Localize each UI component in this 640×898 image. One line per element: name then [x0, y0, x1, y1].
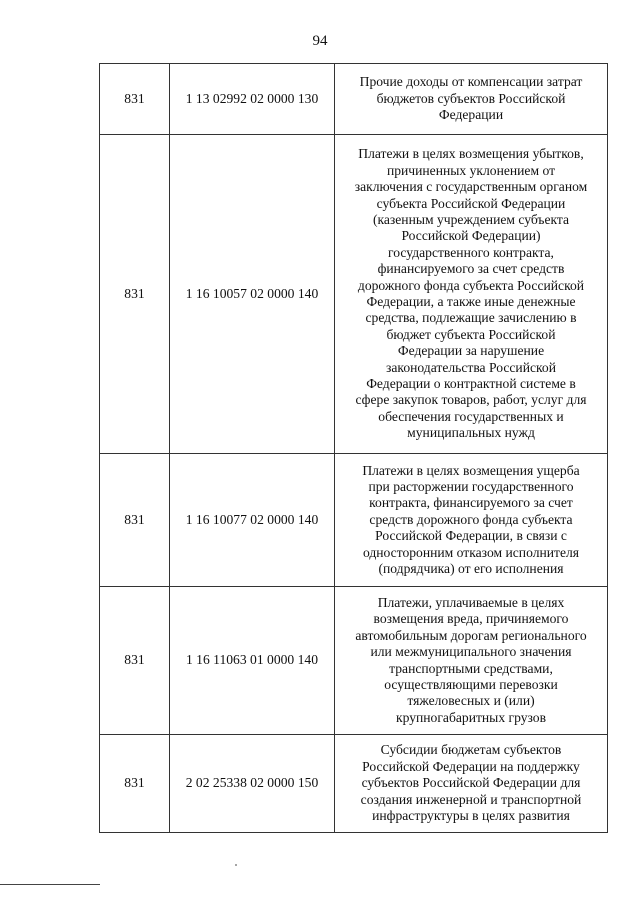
- admin-code-cell: 831: [100, 735, 170, 833]
- page-number: 94: [312, 33, 328, 49]
- admin-code-cell: 831: [100, 135, 170, 454]
- description-cell: [335, 135, 608, 454]
- income-code-cell: 1 16 10077 02 0000 140: [170, 454, 335, 587]
- description-text: Платежи в целях возмещения убытков, причиненных уклонением от заключения с государственным органом субъекта Российской Федерации (казенным учреждением субъекта Российской Федерации) государственного контракта, финансируемого за счет средств дорожного фонда субъекта Российской Федерации, а также иные денежные средства, подлежащие зачислению в бюджет субъекта Российской Федерации за нарушение законодательства Российской Федерации о контрактной системе в сфере закупок товаров, работ, услуг для обеспечения государственных и муниципальных нужд: [354, 146, 588, 441]
- admin-code-cell: 831: [100, 454, 170, 587]
- income-code-cell: 1 13 02992 02 0000 130: [170, 64, 335, 135]
- income-code-cell: 1 16 10057 02 0000 140: [170, 135, 335, 454]
- description-text: Прочие доходы от компенсации затрат бюджетов субъектов Российской Федерации: [359, 74, 583, 123]
- table-row: [100, 64, 608, 135]
- description-cell: [335, 735, 608, 833]
- income-code-cell: 1 16 11063 01 0000 140: [170, 587, 335, 735]
- description-cell: [335, 64, 608, 135]
- table-row: [100, 454, 608, 587]
- income-code-cell: 2 02 25338 02 0000 150: [170, 735, 335, 833]
- description-cell: [335, 454, 608, 587]
- description-cell: [335, 587, 608, 735]
- table-row: [100, 135, 608, 454]
- description-text: Платежи в целях возмещения ущерба при расторжении государственного контракта, финансируемого за счет средств дорожного фонда субъекта Российской Федерации, в связи с односторонним отказом исполнителя (подрядчика) от его исполнения: [362, 462, 580, 577]
- footnote-rule: [0, 884, 100, 885]
- scan-speck: [235, 864, 237, 866]
- admin-code-cell: 831: [100, 587, 170, 735]
- description-text: Субсидии бюджетам субъектов Российской Федерации на поддержку субъектов Российской Федерации для создания инженерной и транспортной инфраструктуры в целях развития: [360, 742, 582, 824]
- table-row: [100, 735, 608, 833]
- description-text: Платежи, уплачиваемые в целях возмещения вреда, причиняемого автомобильным дорогам регионального или межмуниципального значения транспортными средствами, осуществляющими перевозки тяжеловесных и (или) крупногабаритных грузов: [355, 594, 587, 725]
- income-codes-table: [99, 63, 608, 833]
- table-row: [100, 587, 608, 735]
- admin-code-cell: 831: [100, 64, 170, 135]
